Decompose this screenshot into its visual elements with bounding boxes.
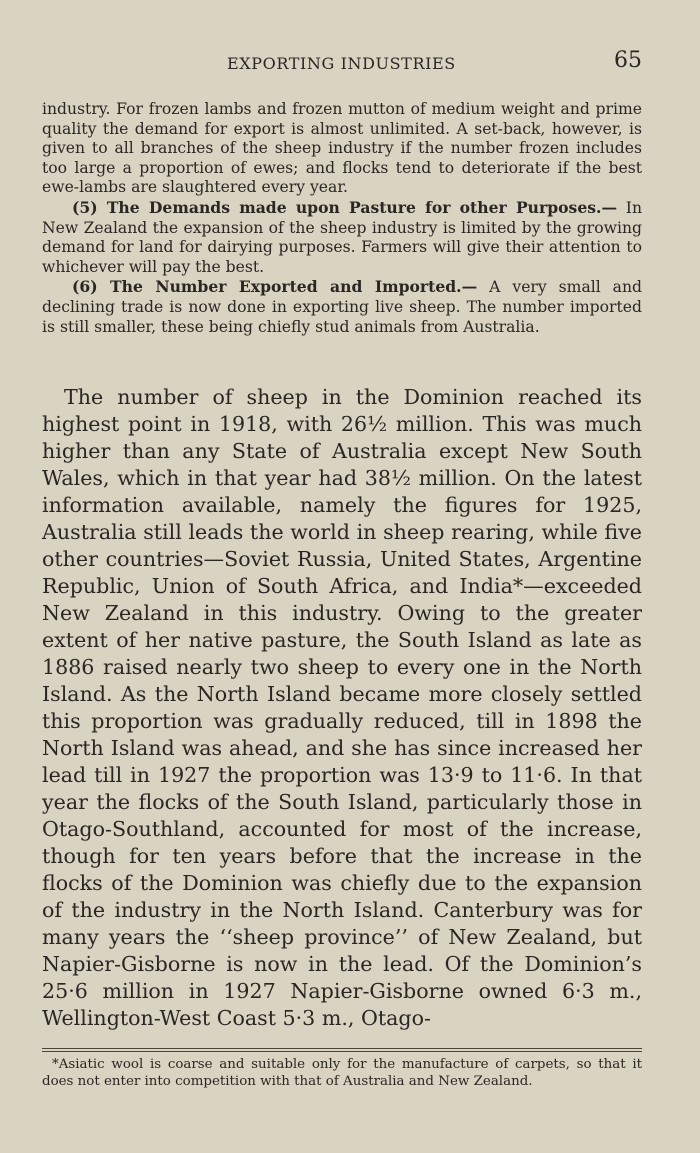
footnote-rule — [42, 1048, 642, 1049]
main-paragraph: The number of sheep in the Dominion reached its highest point in 1918, with 26½ million. This was much higher than any State of Australia except New South Wales, which in that year had 38½ million. On the latest information available, namely the figures for 1925, Australia still leads the world in sheep rearing, while five other countries—Soviet Russia, United States, Argentine Republic, Union of South Africa, and India*—exceeded New Zealand in this industry. Owing to the greater extent of her native pasture, the South Island as late as 1886 raised nearly two sheep to every one in the North Island. As the North Island became more closely settled this proportion was gradually reduced, till in 1898 the North Island was ahead, and she has since increased her lead till in 1927 the proportion was 13·9 to 11·6. In that year the flocks of the South Island, particularly those in Otago-Southland, accounted for most of the increase, though for ten years before that the increase in the flocks of the Dominion was chiefly due to the expansion of the industry in the North Island. Canterbury was for many years the ‘‘sheep province’’ of New Zealand, but Napier-Gisborne is now in the lead. Of the Dominion’s 25·6 million in 1927 Napier-Gisborne owned 6·3 m., Wellington-West Coast 5·3 m., Otago- — [42, 385, 642, 1030]
footnote-rule-lower — [42, 1051, 642, 1052]
footnote — [42, 1056, 642, 1090]
small-type-section — [42, 100, 642, 337]
main-text-section — [42, 384, 642, 1032]
page-header — [42, 48, 642, 78]
paragraph-pasture-demands — [42, 198, 642, 277]
heading-pasture-demands: (5) The Demands made upon Pasture for other Purposes.— — [72, 197, 618, 217]
footnote-text: *Asiatic wool is coarse and suitable only for the manufacture of carpets, so that it does not enter into competition with that of Australia and New Zealand. — [42, 1057, 642, 1089]
running-head: EXPORTING INDUSTRIES — [227, 54, 456, 73]
body-pasture-demands: In New Zealand the expansion of the sheep industry is limited by the growing demand for land for dairying purposes. Farmers will give their attention to whichever will pay the best. — [42, 198, 642, 276]
page-number: 65 — [614, 48, 642, 73]
heading-exported-imported: (6) The Number Exported and Imported.— — [72, 277, 478, 297]
paragraph-exported-imported — [42, 277, 642, 337]
paragraph-continued: industry. For frozen lambs and frozen mutton of medium weight and prime quality the demand for export is almost unlimited. A set-back, however, is given to all branches of the sheep industry if the number frozen includes too large a proportion of ewes; and flocks tend to deteriorate if the best ewe-lambs are slaughtered every year. — [42, 100, 642, 197]
body-exported-imported: A very small and declining trade is now done in exporting live sheep. The number imported is still smaller, these being chiefly stud animals from Australia. — [42, 278, 642, 336]
